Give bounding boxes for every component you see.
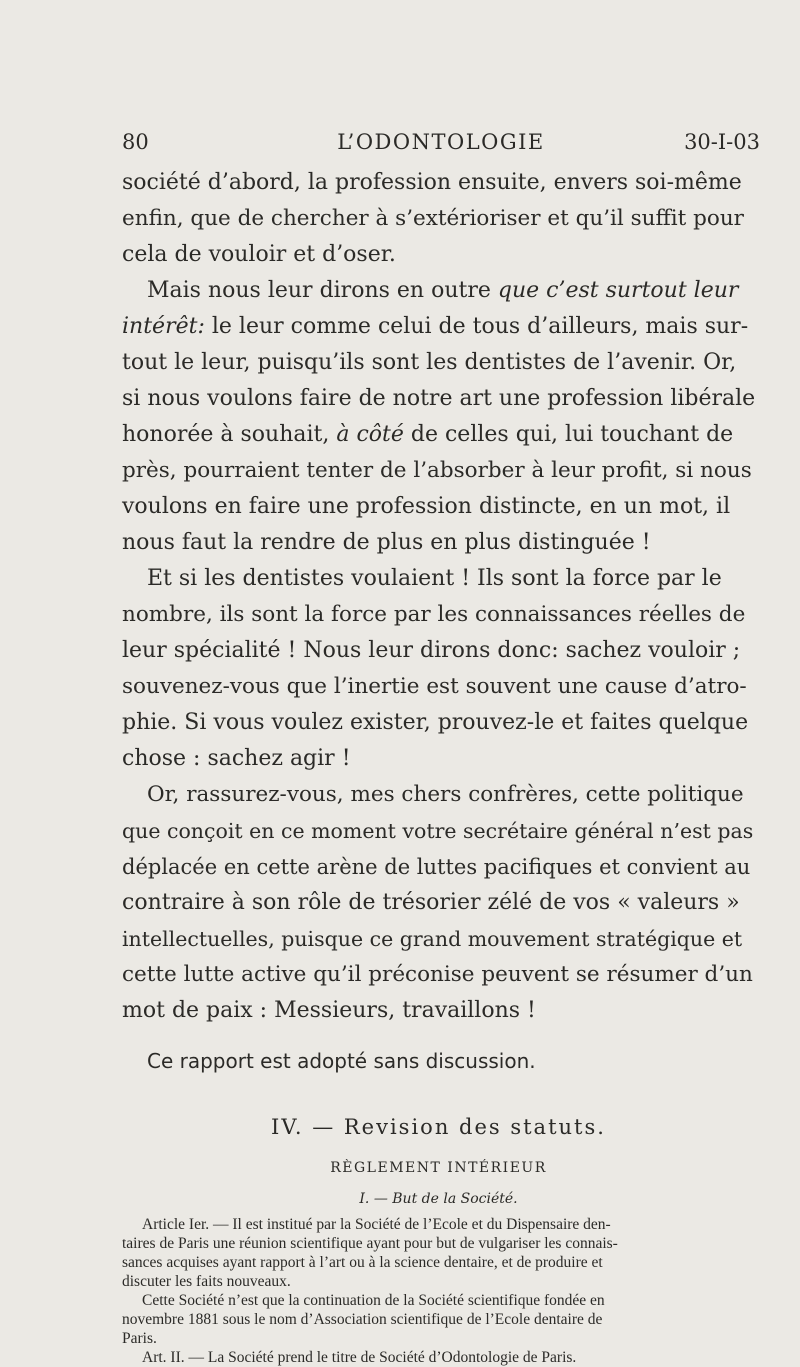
text-segment: Mais nous leur dirons en outre — [147, 278, 498, 303]
text-segment: de celles qui, lui touchant de — [403, 422, 734, 447]
text-line: novembre 1881 sous le nom d’Association scientifique de l’Ecole dentaire de — [122, 1311, 603, 1328]
journal-title: L’ODONTOLOGIE — [337, 130, 545, 154]
text-line: sances acquises ayant rapport à l’art ou à la science dentaire, et de produire et — [122, 1254, 603, 1271]
text-line: contraire à son rôle de trésorier zélé de vos « valeurs » — [122, 890, 740, 915]
text-segment: le leur comme celui de tous d’ailleurs, mais sur- — [204, 314, 749, 339]
text-line: près, pourraient tenter de l’absorber à leur profit, si nous — [122, 458, 752, 483]
issue-date: 30-I-03 — [684, 130, 760, 154]
report-note: Ce rapport est adopté sans discussion. — [147, 1049, 536, 1073]
text-line: leur spécialité ! Nous leur dirons donc: sachez vouloir ; — [122, 638, 741, 663]
text-line: cette lutte active qu’il préconise peuvent se résumer d’un — [122, 962, 753, 987]
italic-text: intérêt: — [122, 314, 205, 339]
text-line: Paris. — [122, 1330, 157, 1347]
text-line: déplacée en cette arène de luttes pacifiques et convient au — [122, 855, 751, 879]
running-header — [122, 130, 760, 158]
italic-text: que c’est surtout leur — [497, 278, 739, 303]
text-line: mot de paix : Messieurs, travaillons ! — [122, 998, 536, 1023]
text-line: Art. II. — La Société prend le titre de Société d’Odontologie de Paris. — [142, 1349, 577, 1366]
page-number: 80 — [122, 130, 149, 154]
text-segment: honorée à souhait, — [122, 422, 337, 447]
text-line: voulons en faire une profession distincte, en un mot, il — [122, 494, 731, 519]
text-line: nous faut la rendre de plus en plus distinguée ! — [122, 530, 651, 555]
text-line: souvenez-vous que l’inertie est souvent une cause d’atro- — [122, 674, 747, 699]
text-line: Et si les dentistes voulaient ! Ils sont la force par le — [147, 566, 722, 591]
text-line: phie. Si vous voulez exister, prouvez-le et faites quelque — [122, 710, 749, 735]
text-line: si nous voulons faire de notre art une profession libérale — [122, 386, 756, 411]
article-body — [122, 165, 755, 1367]
text-line — [122, 417, 755, 453]
italic-text: à côté — [336, 422, 404, 447]
section-title: IV. — Revision des statuts. — [271, 1115, 606, 1139]
text-line: Article Ier. — Il est institué par la Société de l’Ecole et du Dispensaire den- — [142, 1216, 611, 1233]
text-line: discuter les faits nouveaux. — [122, 1273, 291, 1290]
text-line: Cette Société n’est que la continuation de la Société scientifique fondée en — [142, 1292, 605, 1309]
text-line: chose : sachez agir ! — [122, 746, 351, 771]
text-line: intellectuelles, puisque ce grand mouvement stratégique et — [122, 927, 743, 951]
statutes-text — [122, 1215, 755, 1367]
section-subsubtitle: I. — But de la Société. — [359, 1191, 518, 1207]
text-line: cela de vouloir et d’oser. — [122, 242, 396, 267]
section-subtitle: RÈGLEMENT INTÉRIEUR — [330, 1160, 547, 1176]
text-line — [122, 273, 755, 309]
text-line: société d’abord, la profession ensuite, envers soi-même — [122, 170, 742, 195]
text-line: nombre, ils sont la force par les connaissances réelles de — [122, 602, 746, 627]
text-line: tout le leur, puisqu’ils sont les dentistes de l’avenir. Or, — [122, 350, 737, 375]
text-line: Or, rassurez-vous, mes chers confrères, cette politique — [147, 782, 744, 807]
text-line — [122, 309, 755, 345]
text-line: que conçoit en ce moment votre secrétaire général n’est pas — [122, 819, 754, 843]
text-line: enfin, que de chercher à s’extérioriser et qu’il suffit pour — [122, 206, 744, 231]
text-line: taires de Paris une réunion scientifique ayant pour but de vulgariser les connais- — [122, 1235, 618, 1252]
